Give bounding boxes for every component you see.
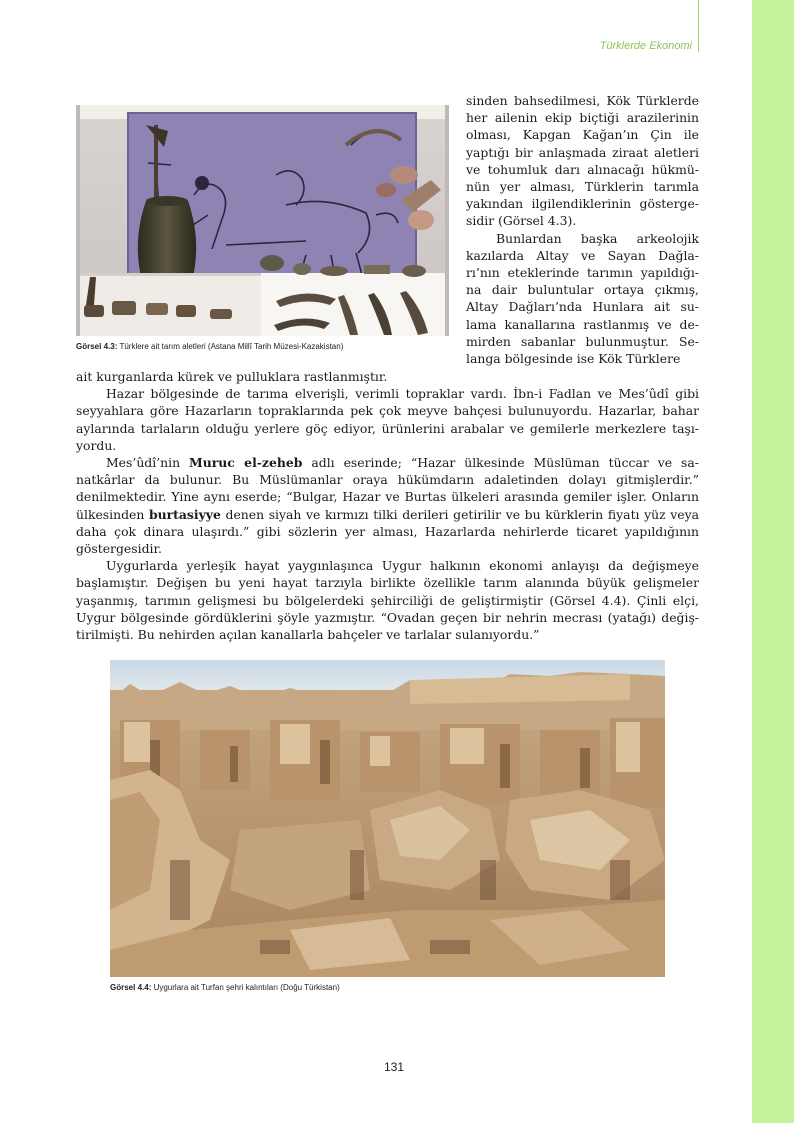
figure-4-3-caption-text: Türklere ait tarım aletleri (Astana Millî Tarih Müzesi-Kazakistan) bbox=[117, 342, 344, 351]
figure-4-4-label: Görsel 4.4: bbox=[110, 983, 152, 992]
body-paragraph-uygur: Uygurlarda yerleşik hayat yaygınlaşınca Uygur halkının ekonomi anlayışı da değişmeye başlamıştır. Değişen bu yeni hayat tarzıyla birlikte özellikle tarım alanında büyük gelişmeler yaşanmış, tarımın gelişmesi bu bölgelerdeki şehirciliği de geliştirmiştir (Görsel 4.4). Çinli elçi, Uygur bölgesinde gördüklerini şöyle yazmıştır. “Ovadan geçen bir nehrin mecrası (yatağı) değiş-tirilmişti. Bu nehirden açılan kanallarla bahçeler ve tarlalar sulanıyordu.” bbox=[76, 558, 699, 643]
green-side-strip bbox=[752, 0, 794, 1123]
figure-4-3-label: Görsel 4.3: bbox=[76, 342, 118, 351]
right-column-paragraph-1: sinden bahsedilmesi, Kök Türklerde her ailenin ekip biçtiği arazilerinin olması, Kapgan Kağan’ın Çin ile yaptığı bir anlaşmada ziraat aletleri ve tohumluk darı alınacağı hükmü-nün yer alması, Türklerin tarımla yakından ilgilendiklerinin gösterge-sidir (Görsel 4.3). bbox=[466, 93, 699, 229]
mesudi-text-a: Mes’ûdî’nin bbox=[106, 455, 190, 471]
mesudi-text-b: adlı eserinde; “Hazar ülkesinde Müslüman tüccar ve sa-natkârlar da bulunur. Bu Müslümanlar oraya hükümdarın adaletinden dolayı gitmişlerdir.” denilmektedir. Yine aynı eserde; “Bulgar, Hazar ve Burtas ülkeleri arasında gemiler işler. Onların ülkesinden bbox=[76, 455, 699, 522]
body-paragraph-mesudi bbox=[76, 454, 699, 557]
figure-4-3-caption bbox=[76, 342, 456, 351]
museum-tools-photo bbox=[76, 105, 449, 336]
turfan-ruins-photo bbox=[110, 660, 665, 977]
right-column-paragraph-2: Bunlardan başka arkeolojik kazılarda Altay ve Sayan Dağla-rı’nın eteklerinde tarımın yapıldığı-na dair buluntular ortaya çıkmış, Altay Dağları’nda Hunlara ait su-lama kanallarına rastlanmış ve de-mirden sabanlar bulunmuştur. Se-langa bölgesinde ise Kök Türklere bbox=[466, 230, 699, 367]
right-column-text bbox=[466, 92, 699, 367]
term-burtasiyye: burtasiyye bbox=[148, 506, 221, 522]
running-head: Türklerde Ekonomi bbox=[599, 40, 692, 52]
figure-4-4-caption bbox=[110, 983, 670, 992]
body-paragraph-hazar: Hazar bölgesinde de tarıma elverişli, verimli topraklar vardı. İbn-i Fadlan ve Mes’ûdî gibi seyyahlara göre Hazarların topraklarında pek çok meyve bahçesi bulunuyordu. Hazarlar, bahar aylarında tarlaların olduğu yerlere göç ediyor, ürünlerini arabalar ve gemilerle merkezlere taşı-yordu. bbox=[76, 386, 699, 453]
header-rule bbox=[698, 0, 699, 52]
book-title-muruc: Muruc el-zeheb bbox=[189, 455, 303, 471]
body-text bbox=[76, 368, 699, 643]
page-number: 131 bbox=[383, 1060, 405, 1074]
mesudi-text-c: denen siyah ve kırmızı tilki derileri getirilir ve bu kürklerin fiyatı yüz veya daha çok dinara ulaşırdı.” gibi sözlerin yer alması, Hazarlarda nehirlerde ticaret yapıldığının göstergesidir. bbox=[76, 506, 699, 557]
body-paragraph-0: ait kurganlarda kürek ve pulluklara rastlanmıştır. bbox=[76, 369, 388, 384]
figure-4-4-caption-text: Uygurlara ait Turfan şehri kalıntıları (Doğu Türkistan) bbox=[151, 983, 340, 992]
